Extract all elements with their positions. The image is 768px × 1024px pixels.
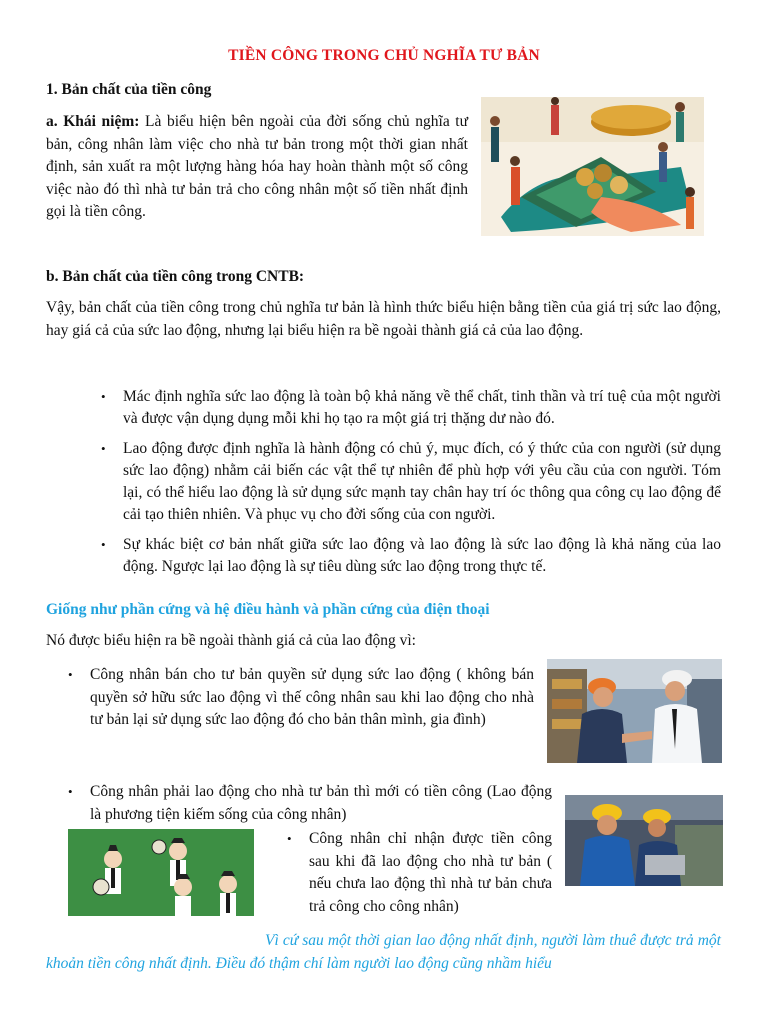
list-item: • Lao động được định nghĩa là hành động có chủ ý, mục đích, có ý thức của con người (sử dụng sức lao động) nhằm cải biến các vật thể tự nhiên để phù hợp với yêu cầu của con người. Tóm lại, có thể hiểu lao động là sử dụng sức mạnh tay chân hay trí óc thông qua công cụ lao động để cải tạo thiên nhiên. Và phục vụ cho đời sống của con người. xyxy=(123,438,721,526)
handshake-photo xyxy=(547,659,722,763)
reason-list-2 xyxy=(90,781,552,826)
section-heading-b: b. Bản chất của tiền công trong CNTB: xyxy=(46,268,305,285)
list-item: • Công nhân bán cho tư bản quyền sử dụng sức lao động ( không bán quyền sở hữu sức lao động vì thế công nhân sau khi lao động cho nhà tư bản lại sử dụng sức lao động đó cho bản thân mình, gia đình) xyxy=(90,664,534,732)
concept-label: a. Khái niệm: xyxy=(46,113,140,130)
definition-bullet-list xyxy=(123,386,721,578)
section-heading-1: 1. Bản chất của tiền công xyxy=(46,81,212,98)
section-b-intro: Vậy, bản chất của tiền công trong chủ nghĩa tư bản là hình thức biểu hiện bằng tiền của giá trị sức lao động, hay giá cả của sức lao động, nhưng lại biểu hiện ra bề ngoài thành giá cả của lao động. xyxy=(46,299,721,339)
money-hand-illustration xyxy=(481,97,704,236)
concept-text: Là biểu hiện bên ngoài của đời sống chủ nghĩa tư bản, công nhân làm việc cho nhà tư bản trong một thời gian nhất định, sản xuất ra một lượng hàng hóa hay hoàn thành một số công việc nào đó thì nhà tư bản trả cho công nhân một số tiền nhất định gọi là tiền công. xyxy=(46,113,468,221)
list-item: • Sự khác biệt cơ bản nhất giữa sức lao động và lao động là sức lao động là khả năng của lao động. Ngược lại lao động là sự tiêu dùng sức lao động trong thực tế. xyxy=(123,534,721,578)
expression-intro: Nó được biểu hiện ra bề ngoài thành giá cả của lao động vì: xyxy=(46,632,416,649)
blue-analogy-heading: Giống như phần cứng và hệ điều hành và phần cứng của điện thoại xyxy=(46,601,490,618)
closing-italic-paragraph: Vì cứ sau một thời gian lao động nhất định, người làm thuê được trả một khoản tiền công nhất định. Điều đó thậm chí làm người lao động cũng nhầm hiểu xyxy=(46,932,721,972)
page-title: TIỀN CÔNG TRONG CHỦ NGHĨA TƯ BẢN xyxy=(228,47,540,64)
business-people-money-illustration xyxy=(68,829,254,916)
list-item: • Mác định nghĩa sức lao động là toàn bộ khả năng về thể chất, tinh thần và trí tuệ của một người và được vận dụng dụng mỗi khi họ tạo ra một giá trị thặng dư nào đó. xyxy=(123,386,721,430)
list-item: • Công nhân chỉ nhận được tiền công sau khi đã lao động cho nhà tư bản ( nếu chưa lao động thì nhà tư bản chưa trả công cho công nhân) xyxy=(309,828,552,918)
reason-list-1 xyxy=(90,664,534,732)
list-item: • Công nhân phải lao động cho nhà tư bản thì mới có tiền công (Lao động là phương tiện kiếm sống của công nhân) xyxy=(90,781,552,826)
reason-list-3 xyxy=(309,828,552,918)
concept-paragraph xyxy=(46,111,468,224)
workers-photo xyxy=(565,795,723,886)
